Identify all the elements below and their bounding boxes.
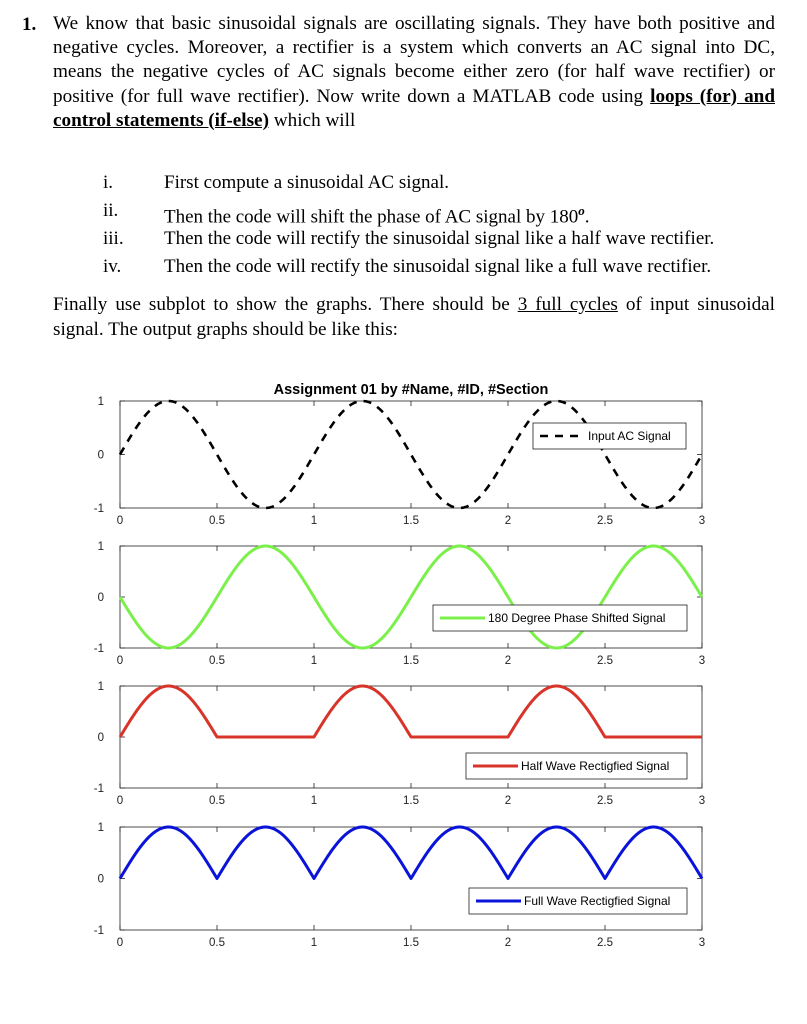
x-tick-label: 2	[504, 515, 512, 527]
step-numeral: i.	[103, 172, 114, 193]
legend-label: Input AC Signal	[588, 429, 671, 443]
legend-label: Full Wave Rectigfied Signal	[524, 894, 671, 908]
y-tick-label: 0	[97, 873, 104, 886]
step-text: Then the code will rectify the sinusoidal signal like a full wave rectifier.	[164, 256, 712, 277]
y-tick-label: 0	[97, 592, 104, 604]
x-tick-label: 0	[116, 515, 124, 527]
legend-label: Half Wave Rectigfied Signal	[521, 759, 670, 773]
x-tick-label: 0.5	[209, 795, 225, 807]
question-text-part2: which will	[268, 109, 356, 131]
x-tick-label: 1	[310, 655, 318, 667]
x-tick-label: 1.5	[403, 937, 419, 949]
plot-axes-box	[120, 401, 702, 508]
series-line	[120, 401, 702, 508]
x-tick-label: 3	[698, 795, 706, 807]
x-tick-label: 0	[116, 795, 124, 807]
loops-keyword: loops (for)	[650, 85, 738, 107]
x-tick-label: 0	[116, 937, 124, 949]
legend-label: 180 Degree Phase Shifted Signal	[488, 611, 666, 625]
step-text-end: .	[584, 206, 590, 228]
x-tick-label: 2	[504, 655, 512, 667]
step-numeral: ii.	[103, 200, 119, 221]
x-tick-label: 1	[310, 515, 318, 527]
y-tick-label: -1	[93, 643, 104, 655]
x-tick-label: 3	[698, 655, 706, 667]
y-tick-label: 1	[97, 681, 104, 693]
series-line	[120, 546, 702, 648]
y-tick-label: 0	[97, 732, 104, 744]
question-paragraph	[53, 12, 775, 133]
instruction-text-after: of input sinusoidal signal. The output graphs should be like this:	[53, 294, 776, 340]
y-tick-label: 1	[97, 541, 104, 553]
instruction-text-before: Finally use subplot to show the graphs. There should be	[53, 294, 518, 315]
step-text-main: Then the code will shift the phase of AC signal by 180	[164, 206, 579, 228]
series-line	[120, 686, 702, 737]
y-tick-label: -1	[93, 503, 104, 515]
and-word: and	[737, 85, 775, 107]
subplot-figure	[0, 375, 807, 975]
step-numeral: iv.	[103, 256, 122, 277]
x-tick-label: 0.5	[209, 937, 225, 949]
x-tick-label: 2.5	[597, 655, 613, 667]
y-tick-label: 1	[97, 396, 104, 408]
control-statements-keyword: control statements (if-else)	[53, 109, 269, 131]
y-tick-label: -1	[93, 925, 104, 937]
x-tick-label: 0	[116, 655, 124, 667]
x-tick-label: 0.5	[209, 515, 225, 527]
y-tick-label: 1	[97, 822, 104, 834]
x-tick-label: 1	[310, 795, 318, 807]
x-tick-label: 2	[504, 795, 512, 807]
degree-superscript: o	[578, 203, 585, 218]
x-tick-label: 3	[698, 515, 706, 527]
x-tick-label: 2.5	[597, 515, 613, 527]
instruction-underlined: 3 full cycles	[517, 294, 618, 315]
y-tick-label: -1	[93, 783, 104, 795]
x-tick-label: 1.5	[403, 515, 419, 527]
x-tick-label: 1	[310, 937, 318, 949]
step-text: First compute a sinusoidal AC signal.	[164, 172, 449, 193]
question-text-part1: We know that basic sinusoidal signals are oscillating signals. They have both positive and negative cycles. Moreover, a rectifier is a system which converts an AC signal into DC, means the negative cycles of AC signals become either zero (for half wave rectifier) or positive (for full wave rectifier). Now write down a MATLAB code using	[53, 13, 775, 107]
series-line	[120, 827, 702, 879]
step-text: Then the code will rectify the sinusoidal signal like a half wave rectifier.	[164, 228, 715, 249]
question-number: 1.	[22, 14, 37, 35]
x-tick-label: 2.5	[597, 937, 613, 949]
chart-title: Assignment 01 by #Name, #ID, #Section	[273, 382, 549, 398]
x-tick-label: 1.5	[403, 795, 419, 807]
x-tick-label: 0.5	[209, 655, 225, 667]
x-tick-label: 3	[698, 937, 706, 949]
step-numeral: iii.	[103, 228, 124, 249]
y-tick-label: 0	[97, 449, 104, 462]
instruction-paragraph	[53, 293, 775, 342]
x-tick-label: 1.5	[403, 655, 419, 667]
x-tick-label: 2.5	[597, 795, 613, 807]
x-tick-label: 2	[504, 937, 512, 949]
